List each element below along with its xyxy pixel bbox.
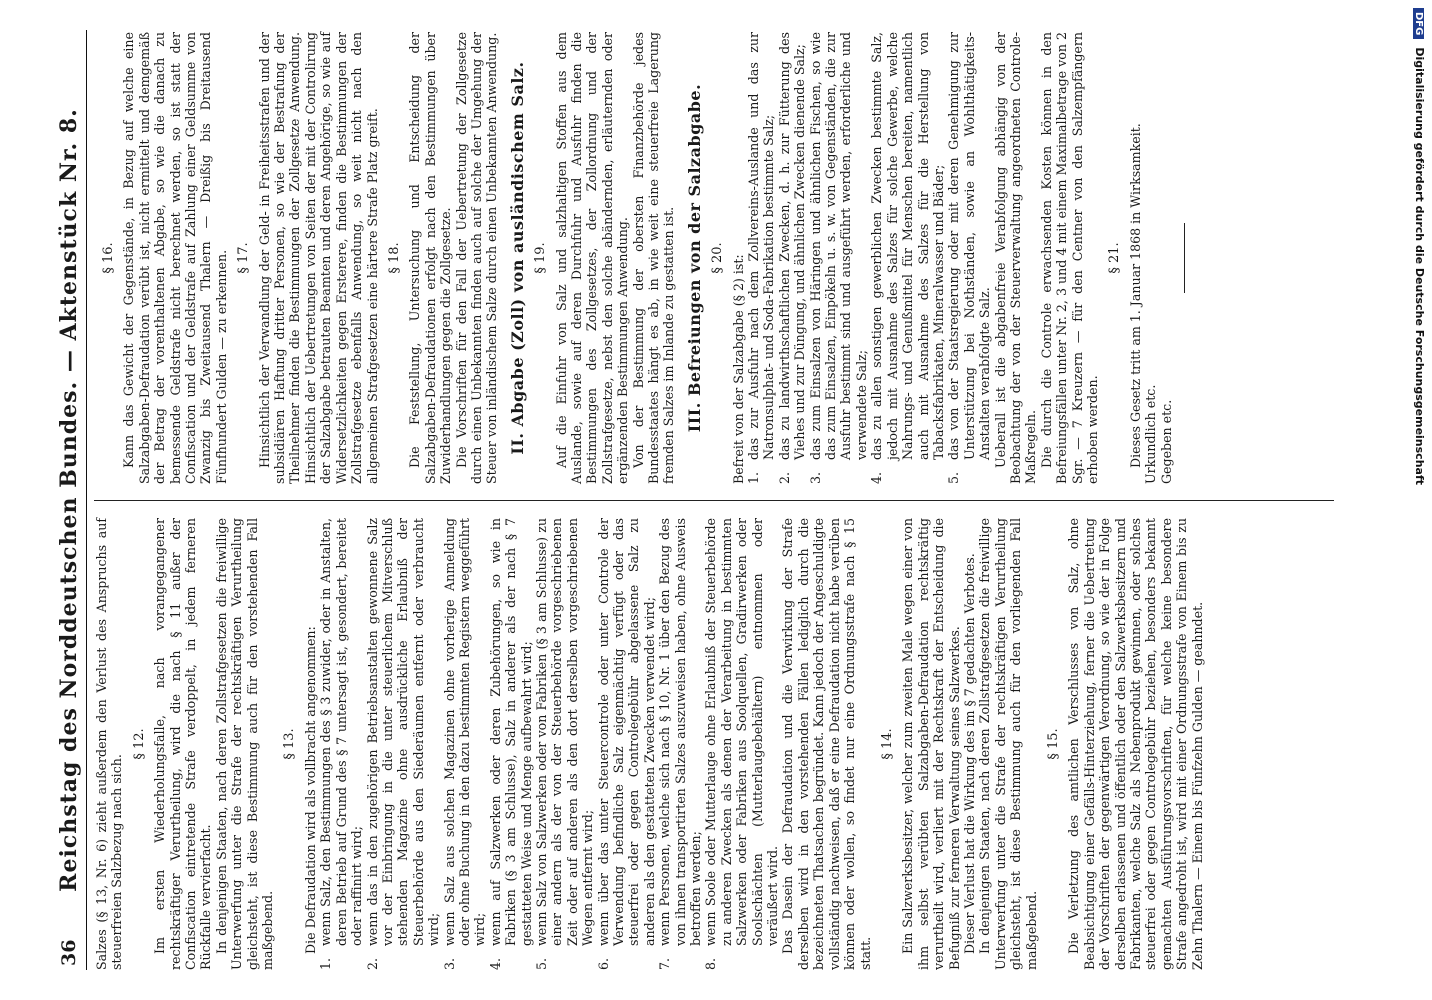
item-number: 4.: [869, 471, 885, 484]
section-title-15: § 15.: [1045, 728, 1061, 760]
section-title-12: § 12.: [131, 728, 147, 760]
item-number: 6.: [595, 957, 611, 970]
item-number: 8.: [703, 957, 719, 970]
list-item: [488, 518, 534, 970]
item-text: wenn über das unter Steuercontrole oder unter Controle der Verwendung befindliche Salz eigenmächtig verfügt oder das steuerfrei oder gegen Controlegebühr abgelassene Salz zu anderen als den gestatteten Zwecken verwendet wird;: [595, 518, 657, 946]
paragraph: Ueberall ist die abgabenfreie Verabfolgung abhängig von der Beobachtung der von der Steuerverwaltung angeordneten Controle-Maßregeln.: [992, 32, 1039, 484]
document-page: [50, 30, 1390, 970]
paragraph: Auf die Einfuhr von Salz und salzhaltigen Stoffen aus dem Auslande, sowie auf deren Durchfuhr und Ausfuhr finden die Bestimmungen des Zollgesetzes, der Zollordnung und der Zollstrafgesetze, nebst den solche abändernden, erläuternden oder ergänzenden Bestimmungen Anwendung.: [553, 32, 631, 484]
paragraph: Die Verletzung des amtlichen Verschlusses von Salz, ohne Beabsichtigung einer Gefälls-Hinterziehung, ferner die Uebertretung der Vorschriften der gegenwärtigen Verordnung, so wie der in Folge derselben erlassenen und öffentlich oder den Salzwerksbesitzern und Fabrikanten, welche Salz als Nebenprodukt gewinnen, oder solches steuerfrei oder gegen Controlegebühr beziehen, besonders bekannt gemachten Ausführungsvorschriften, für welche keine besondere Strafe angedroht ist, wird mit einer Ordnungsstrafe von Einem bis zu Zehn Thalern — Einem bis Fünfzehn Gulden — geahndet.: [1066, 518, 1205, 970]
item-text: das von der Staatsregierung oder mit deren Genehmigung zur Unterstützung bei Nothständen, sowie an Wohlthätigkeits-Anstalten verabfolgte Salz.: [946, 32, 993, 460]
funding-sidebar: [1410, 8, 1430, 718]
paragraph: Die Vorschriften für den Fall der Uebertretung der Zollgesetze durch einen Unbekannten finden auch auf solche der Umgehung der Steuer von inländischem Salze durch einen Unbekannten Anwendung.: [453, 32, 500, 484]
paragraph: Von der Bestimmung der obersten Finanzbehörde jedes Bundesstaates hängt es ab, in wie weit eine steuerfreie Lagerung fremden Salzes im Inlande zu gestatten ist.: [630, 32, 677, 484]
funding-note: [1406, 8, 1426, 718]
funding-text: Digitalisierung gefördert durch die Deutsche Forschungsgemeinschaft: [1413, 47, 1426, 486]
part-heading-2: II. Abgabe (Zoll) von ausländischem Salz.: [507, 61, 527, 455]
item-text: wenn Salz aus solchen Magazinen ohne vorherige Anmeldung oder ohne Buchung in den dazu bestimmten Registern weggeführt wird;: [441, 518, 488, 946]
item-text: wenn Soole oder Mutterlauge ohne Erlaubniß der Steuerbehörde zu anderen Zwecken als denen der Verarbeitung in bestimmten Salzwerken oder Fabriken aus Soolquellen, Gradirwerken oder Soolschächten (Mutterlaugebehältern) entnommen oder veräußert wird.: [703, 518, 781, 946]
right-column: [94, 32, 1195, 484]
paragraph: In denjenigen Staaten, nach deren Zollstrafgesetzen die freiwillige Unterwerfung unter die Strafe der rechtskräftigen Verurtheilung gleichsteht, ist diese Bestimmung auch für den vorstehenden Fall maßgebend.: [213, 518, 276, 970]
list-item: [808, 32, 870, 484]
section-title-20: § 20.: [710, 242, 726, 274]
item-text: wenn Salz, den Bestimmungen des § 3 zuwider, oder in Anstalten, deren Betrieb auf Grund des § 7 untersagt ist, gesondert, bereitet oder raffinirt wird;: [318, 518, 365, 946]
item-number: 5.: [533, 957, 549, 970]
paragraph: Die durch die Controle erwachsenden Kosten können in den Befreiungsfällen unter Nr. 2, 3 und 4 mit einem Maximalbetrage von 2 Sgr. — 7 Kreuzern — für den Centner von den Salzempfängern erhoben werden.: [1038, 32, 1100, 484]
paragraph: In denjenigen Staaten, nach deren Zollstrafgesetzen die freiwillige Unterwerfung unter die Strafe der rechtskräftigen Verurtheilung gleichsteht, ist diese Bestimmung auch für den vorliegenden Fall maßgebend.: [977, 518, 1039, 970]
page-number: 36: [58, 939, 80, 966]
column-divider: [94, 500, 1334, 501]
page-header: [50, 30, 87, 970]
running-title: Reichstag des Norddeutschen Bundes. — Aktenstück Nr. 8.: [56, 108, 82, 892]
section-title-17: § 17.: [236, 242, 252, 274]
left-column: [94, 518, 1205, 970]
item-text: das zu allen sonstigen gewerblichen Zwecken bestimmte Salz, jedoch mit Ausnahme des Salzes für solche Gewerbe, welche Nahrungs- und Genußmittel für Menschen bereiten, namentlich auch mit Ausnahme des Salzes für die Herstellung von Tabacksfabrikaten, Mineralwasser und Bäder;: [869, 32, 946, 460]
list-item: [365, 518, 442, 970]
paragraph: Die Feststellung, Untersuchung und Entscheidung der Salzabgaben-Defraudationen erfolgt nach den Bestimmungen über Zuwiderhandlungen gegen die Zollgesetze.: [407, 32, 454, 484]
end-rule: [1184, 223, 1185, 293]
list-item: [596, 518, 658, 970]
item-text: wenn Personen, welche sich nach § 10, Nr. 1 über den Bezug des von ihnen transportirten Salzes auszuweisen haben, ohne Ausweis betroffen werden;: [657, 518, 704, 946]
section-title-14: § 14.: [879, 728, 895, 760]
section-title-19: § 19.: [533, 242, 549, 274]
list-item: [746, 32, 777, 484]
dfg-badge: DFG: [1413, 8, 1424, 39]
list-item: [442, 518, 488, 970]
paragraph: Befreit von der Salzabgabe (§ 2) ist:: [730, 254, 746, 484]
signature-line: Gegeben etc.: [1158, 399, 1174, 484]
paragraph: Kann das Gewicht der Gegenstände, in Bezug auf welche eine Salzabgaben-Defraudation verübt ist, nicht ermittelt und demgemäß der Betrag der vorenthaltenen Abgabe, so wie die danach zu bemessende Geldstrafe nicht berechnet werden, so ist statt der Confiscation und der Geldstrafe auf Zahlung einer Geldsumme von Zwanzig bis Zweitausend Thalern — Dreißig bis Dreitausend Fünfhundert Gulden — zu erkennen.: [121, 32, 229, 484]
item-text: das zum Einsalzen von Häringen und ähnlichen Fischen, so wie das zum Einsalzen, Einpökeln u. s. w. von Gegenständen, die zur Ausfuhr bestimmt sind und ausgeführt werden, erforderliche und verwendete Salz;: [807, 32, 869, 460]
signature-line: Urkundlich etc.: [1143, 384, 1159, 484]
item-number: 3.: [441, 957, 457, 970]
paragraph: Hinsichtlich der Verwandlung der Geld- in Freiheitsstrafen und der subsidiären Haftung dritter Personen, so wie der Bestrafung der Theilnehmer finden die Bestimmungen der Zollgesetze Anwendung. Hinsichtlich der Uebertretungen von Seiten der mit der Controlirung der Salzabgabe betrauten Beamten und deren Angehörige, so wie auf Widersetzlichkeiten gegen Ersterere, finden die Bestimmungen der Zollstrafgesetze ebenfalls Anwendung, so weit nicht nach den allgemeinen Strafgesetzen eine härtere Strafe Platz greift.: [256, 32, 380, 484]
list-item: [534, 518, 596, 970]
item-text: wenn das in den zugehörigen Betriebsanstalten gewonnene Salz vor der Einbringung in die unter steuerlichem Mitverschluß stehenden Magazine ohne ausdrückliche Erlaubniß der Steuerbehörde aus den Siederäumen entfernt oder verbraucht wird;: [364, 518, 442, 946]
item-text: das zur Ausfuhr nach dem Zollvereins-Auslande und das zur Natronsulphat- und Soda-Fabrikation bestimmte Salz;: [746, 32, 777, 460]
item-number: 7.: [657, 957, 673, 970]
list-item: [657, 518, 703, 970]
list-item: [703, 518, 780, 970]
paragraph: Dieses Gesetz tritt am 1. Januar 1868 in Wirksamkeit.: [1127, 123, 1143, 468]
item-number: 1.: [746, 471, 762, 484]
paragraph: Das Dasein der Defraudation und die Verwirkung der Strafe derselben wird in den vorstehenden Fällen lediglich durch die bezeichneten Thatsachen begründet. Kann jedoch der Angeschuldigte vollständig nachweisen, daß er eine Defraudation nicht habe verüben können oder wollen, so findet nur eine Ordnungsstrafe nach § 15 statt.: [780, 518, 873, 970]
item-number: 5.: [946, 471, 962, 484]
section-title-18: § 18.: [386, 242, 402, 274]
paragraph: Die Defraudation wird als vollbracht angenommen:: [302, 626, 318, 954]
section-title-16: § 16.: [101, 242, 116, 274]
item-text: wenn auf Salzwerken oder deren Zubehörungen, so wie in Fabriken (§ 3 am Schlusse), Salz in anderer als der nach § 7 gestatteten Weise und Menge aufbewahrt wird;: [487, 518, 534, 946]
section-title-21: § 21.: [1107, 242, 1123, 274]
paragraph: Dieser Verlust hat die Wirkung des im § 7 gedachten Verbotes.: [961, 553, 977, 954]
item-number: 2.: [776, 471, 792, 484]
list-item: [946, 32, 992, 484]
paragraph: Im ersten Wiederholungsfalle, nach vorangegangener rechtskräftiger Verurtheilung, wird die nach § 11 außer der Confiscation eintretende Strafe verdoppelt, in jedem ferneren Rückfalle vervierfacht.: [152, 518, 214, 970]
item-number: 4.: [487, 957, 503, 970]
paragraph: Salzes (§ 13, Nr. 6) zieht außerdem den Verlust des Anspruchs auf steuerfreien Salzbezug nach sich.: [94, 518, 125, 970]
paragraph: Ein Salzwerksbesitzer, welcher zum zweiten Male wegen einer von ihm selbst verübten Salzabgaben-Defraudation rechtskräftig verurtheilt wird, verliert mit der Rechtskraft der Entscheidung die Befugniß zur ferneren Verwaltung seines Salzwerkes.: [900, 518, 962, 970]
item-text: wenn Salz von Salzwerken oder von Fabriken (§ 3 am Schlusse) zu einer andern als der von der Steuerbehörde vorgeschriebenen Zeit oder auf anderen als den dort derselben vorgeschriebenen Wegen entfernt wird;: [533, 518, 596, 946]
item-number: 1.: [318, 957, 334, 970]
item-text: das zu landwirthschaftlichen Zwecken, d. h. zur Fütterung des Viehes und zur Düngung, und ähnlichen Zwecken dienende Salz;: [776, 32, 808, 460]
list-item: [869, 32, 946, 484]
list-item: [777, 32, 808, 484]
item-number: 3.: [807, 471, 823, 484]
part-heading-3: III. Befreiungen von der Salzabgabe.: [684, 83, 704, 433]
item-number: 2.: [364, 957, 380, 970]
section-title-13: § 13.: [282, 728, 298, 760]
list-item: [318, 518, 364, 970]
